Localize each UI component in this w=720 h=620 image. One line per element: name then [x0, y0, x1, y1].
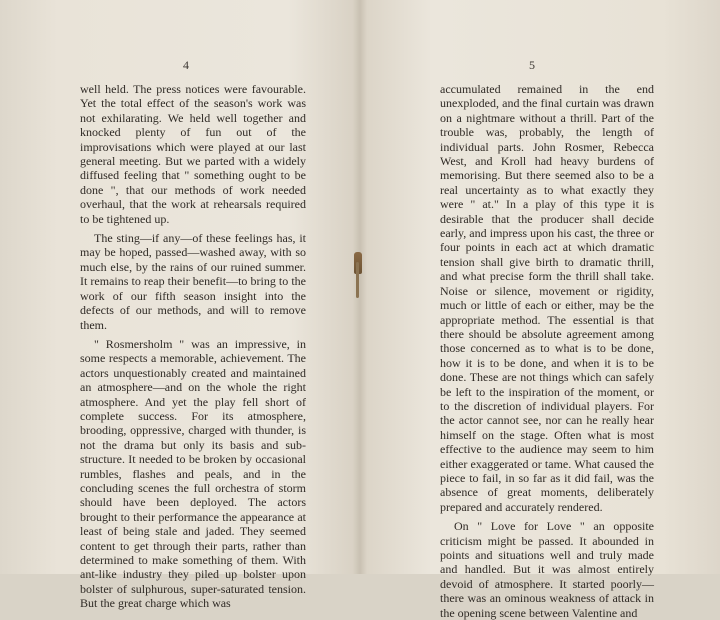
- left-page: [0, 0, 360, 611]
- page-number: 4: [183, 58, 189, 72]
- left-page-text: [80, 82, 306, 611]
- binding-staple-thread: [356, 262, 359, 298]
- paragraph: The sting—if any—of these feelings has, it may be hoped, passed—washed away, with so much else, by the rains of our ruined summer. It remains to reap their benefit—to bring to the work of our fifth season insight into the defects of our methods, and will to remove them.: [80, 231, 306, 332]
- paragraph: accumulated remained in the end unexploded, and the final curtain was drawn on a nightmare without a thrill. Part of the trouble was, probably, the length of individual parts. John Rosmer, Rebecca West, and Kroll had heavy burdens of memorising. But there seemed also to be a real uncertainty as to what exactly they were " at." In a play of this type it is desirable that the producer shall decide early, and impress upon his cast, the three or four points in each act at which dramatic tension shall give birth to dramatic thrill, and what precise form the thrill shall take. Noise or silence, movement or rigidity, much or little of each or either, may be the appropriate method. The essential is that there should be absolute agreement among those concerned as to what is to be done, how it is to be done, and when it is to be done. These are not things which can safely be left to the inspiration of the moment, or to the discretion of individual players. For the actor cannot see, nor can he really hear himself on the stage. Often what is most effective to the audience may seem to him either exaggerated or tame. What caused the piece to fail, in so far as it did fail, was the absence of great moments, deliberately prepared and accurately rendered.: [440, 82, 654, 514]
- paragraph: " Rosmersholm " was an impressive, in some respects a memorable, achievement. The actors unquestionably created and maintained an atmosphere—and on the whole the right atmosphere. And yet the play fell short of complete success. For its atmosphere, brooding, oppressive, charged with thunder, is not the drama but only its basis and sub-structure. It needed to be broken by occasional rumbles, flashes and peals, and in the concluding scenes the full orchestra of storm should have been deployed. The actors brought to their performance the appearance at least of being stale and jaded. They seemed content to get through their parts, rather than determined to make something of them. With ant-like industry they piled up bolster upon bolster of sulphurous, super-saturated tension. But the great charge which was: [80, 336, 306, 611]
- page-number: 5: [529, 58, 535, 72]
- right-page: [360, 0, 720, 620]
- paragraph: On " Love for Love " an opposite criticism might be passed. It abounded in points and situations well and truly made and handled. But it was almost entirely devoid of atmosphere. It started poorly—there was an ominous weakness of attack in the opening scene between Valentine and: [440, 519, 654, 620]
- right-page-text: [440, 82, 654, 620]
- paragraph: well held. The press notices were favourable. Yet the total effect of the season's work was not exhilarating. We held well together and knocked plenty of fun out of the improvisations which were played at our last general meeting. But we parted with a widely diffused feeling that " something ought to be done ", that our methods of work needed overhaul, that the work at rehearsals required to be tightened up.: [80, 82, 306, 226]
